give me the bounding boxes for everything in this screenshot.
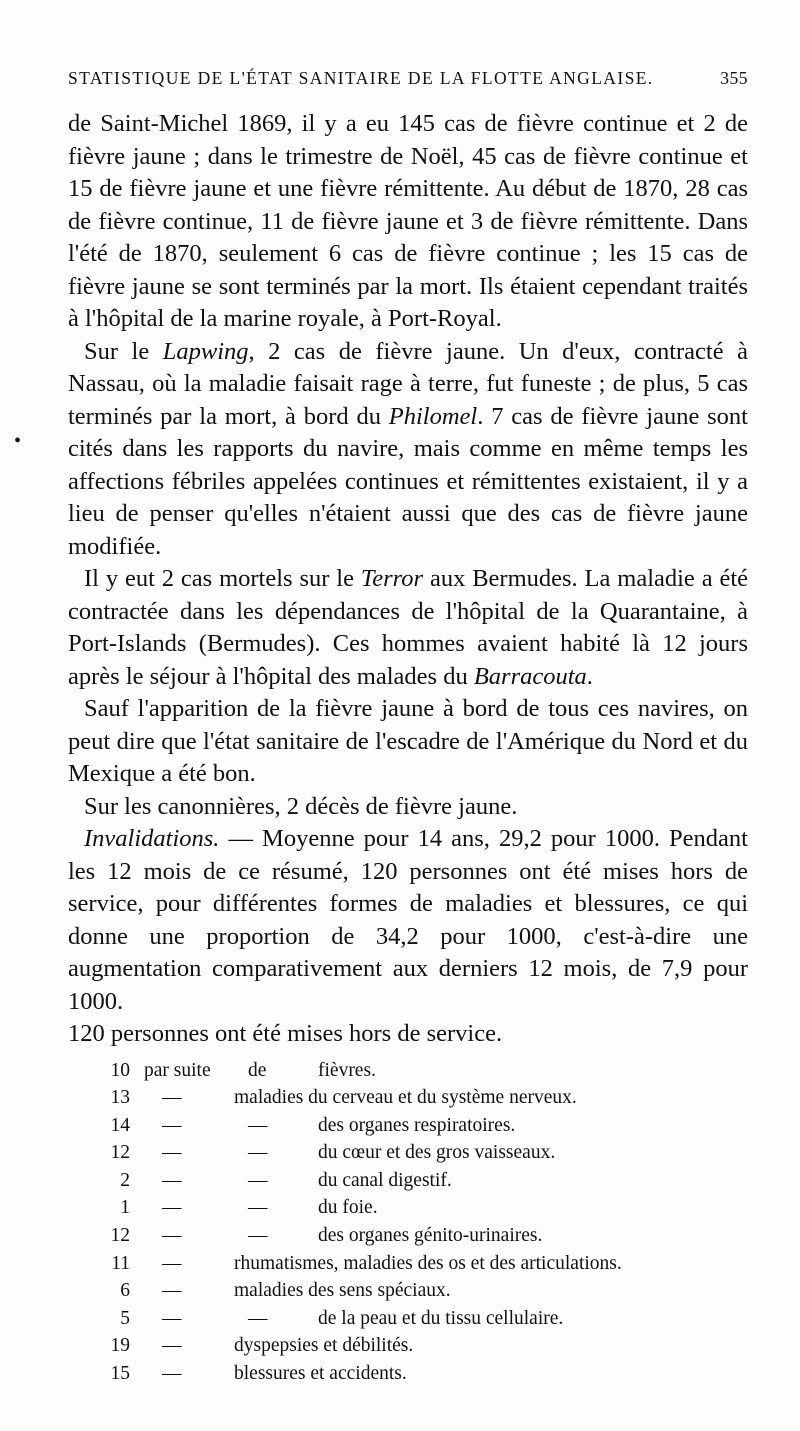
running-title: STATISTIQUE DE L'ÉTAT SANITAIRE DE LA FLOTTE ANGLAISE.	[68, 68, 654, 88]
list-text: du foie.	[318, 1197, 378, 1219]
list-text: blessures et accidents.	[234, 1363, 407, 1385]
list-count: 14	[110, 1114, 130, 1136]
invalidation-list	[68, 1057, 748, 1388]
paragraph-6: Invalidations. — Moyenne pour 14 ans, 29,2 pour 1000. Pendant les 12 mois de ce résumé, 120 personnes ont été mises hors de service, pour différentes formes de maladies et blessures, ce qui donne une proportion de 34,2 pour 1000, c'est-à-dire une augmentation comparativement aux derniers 12 mois, de 7,9 pour 1000.	[68, 825, 748, 1015]
list-count: 5	[120, 1307, 130, 1329]
list-count: 10	[110, 1059, 130, 1081]
list-text: rhumatismes, maladies des os et des articulations.	[234, 1252, 622, 1274]
list-text: maladies des sens spéciaux.	[234, 1280, 451, 1302]
list-text: de la peau et du tissu cellulaire.	[318, 1307, 564, 1329]
list-count: 12	[110, 1225, 130, 1247]
list-count: 12	[110, 1142, 130, 1164]
list-text: des organes respiratoires.	[318, 1114, 516, 1136]
ship-name: Terror	[360, 565, 424, 592]
list-count: 6	[120, 1280, 130, 1302]
paragraph-2: Sur le Lapwing, 2 cas de fièvre jaune. Un d'eux, contracté à Nassau, où la maladie faisait rage à terre, fut funeste ; de plus, 5 cas terminés par la mort, à bord du Philomel. 7 cas de fièvre jaune sont cités dans les rapports du navire, mais comme en même temps les affections fébriles appelées continues et rémittentes existaient, il y a lieu de penser qu'elles n'étaient aussi que des cas de fièvre jaune modifiée.	[68, 337, 748, 560]
list-item: 1 — — du foie.	[68, 1194, 748, 1222]
section-title: Invalidations.	[84, 825, 220, 852]
paragraph-7: 120 personnes ont été mises hors de service.	[68, 1020, 503, 1047]
page-number: 355	[720, 68, 748, 88]
list-item: 12 — — des organes génito-urinaires.	[68, 1222, 748, 1250]
list-count: 11	[111, 1252, 130, 1274]
list-count: 15	[110, 1363, 130, 1385]
ship-name: Lapwing	[162, 337, 249, 365]
list-count: 19	[110, 1335, 130, 1357]
list-text: maladies du cerveau et du système nerveux.	[234, 1087, 577, 1109]
list-item: 6 — maladies des sens spéciaux.	[68, 1277, 748, 1305]
list-count: 1	[120, 1197, 130, 1219]
paragraph-4: Sauf l'apparition de la fièvre jaune à bord de tous ces navires, on peut dire que l'état sanitaire de l'escadre de l'Amérique du Nord et du Mexique a été bon.	[68, 695, 748, 787]
list-count: 2	[120, 1169, 130, 1191]
list-text: du cœur et des gros vaisseaux.	[318, 1142, 556, 1164]
list-item: 19 — dyspepsies et débilités.	[68, 1332, 748, 1360]
running-header	[68, 68, 748, 89]
paragraph-5: Sur les canonnières, 2 décès de fièvre jaune.	[84, 792, 518, 820]
page-body	[68, 108, 748, 1388]
list-item: 5 — — de la peau et du tissu cellulaire.	[68, 1305, 748, 1333]
list-item: 14 — — des organes respiratoires.	[68, 1112, 748, 1140]
list-text: dyspepsies et débilités.	[234, 1335, 414, 1357]
list-item: 2 — — du canal digestif.	[68, 1167, 748, 1195]
list-item: 10 par suite de fièvres.	[68, 1057, 748, 1085]
list-text: du canal digestif.	[318, 1169, 452, 1191]
list-item: 11 — rhumatismes, maladies des os et des articulations.	[68, 1250, 748, 1278]
ship-name: Barracouta	[473, 662, 587, 690]
paragraph-3: Il y eut 2 cas mortels sur le Terror aux Bermudes. La maladie a été contractée dans les dépendances de l'hôpital de la Quarantaine, à Port-Islands (Bermudes). Ces hommes avaient habité là 12 jours après le séjour à l'hôpital des malades du Barracouta.	[68, 565, 749, 690]
list-text: des organes génito-urinaires.	[318, 1225, 543, 1247]
list-text: fièvres.	[318, 1059, 376, 1081]
margin-mark: •	[14, 430, 22, 452]
list-item: 12 — — du cœur et des gros vaisseaux.	[68, 1139, 748, 1167]
ship-name: Philomel	[388, 402, 478, 430]
list-count: 13	[110, 1087, 130, 1109]
list-item: 13 — maladies du cerveau et du système nerveux.	[68, 1084, 748, 1112]
list-item: 15 — blessures et accidents.	[68, 1360, 748, 1388]
paragraph-1: de Saint-Michel 1869, il y a eu 145 cas de fièvre continue et 2 de fièvre jaune ; dans le trimestre de Noël, 45 cas de fièvre continue et 15 de fièvre jaune et une fièvre rémittente. Au début de 1870, 28 cas de fièvre continue, 11 de fièvre jaune et 3 de fièvre rémittente. Dans l'été de 1870, seulement 6 cas de fièvre continue ; les 15 cas de fièvre jaune se sont terminés par la mort. Ils étaient cependant traités à l'hôpital de la marine royale, à Port-Royal.	[68, 110, 748, 332]
